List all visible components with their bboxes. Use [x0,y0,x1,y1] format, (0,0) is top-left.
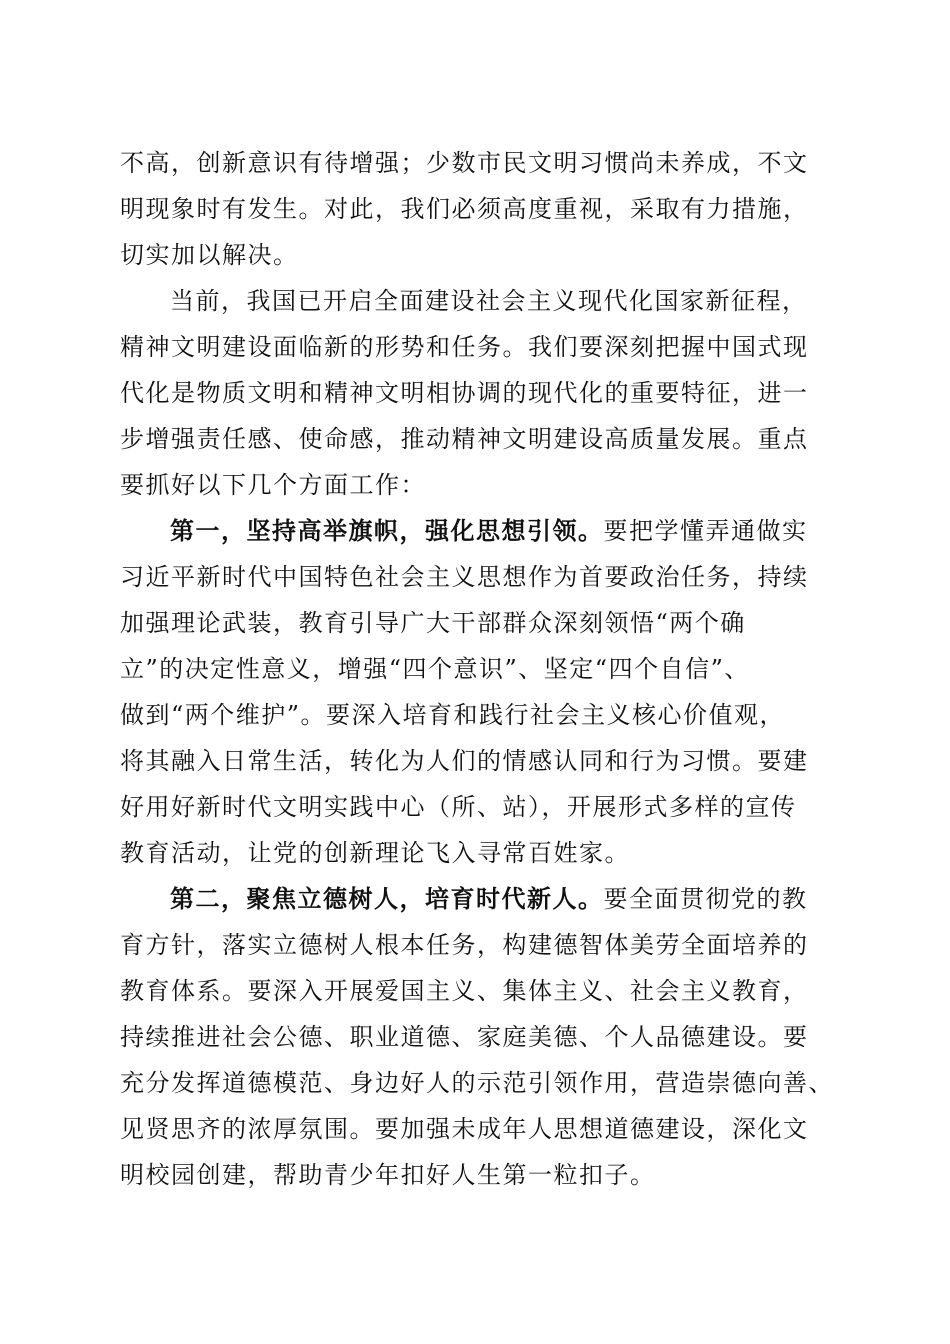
text-line: 不高，创新意识有待增强；少数市民文明习惯尚未养成，不文 [120,149,809,177]
text-line: 将其融入日常生活，转化为人们的情感认同和行为习惯。要建 [120,747,809,775]
section-heading: 第二，聚焦立德树人，培育时代新人。 [170,884,604,913]
text-line: 习近平新时代中国特色社会主义思想作为首要政治任务，持续 [120,563,809,591]
text-line: 当前，我国已开启全面建设社会主义现代化国家新征程， [170,287,808,315]
text-line: 育方针，落实立德树人根本任务，构建德智体美劳全面培养的 [120,931,809,959]
text-span: 要全面贯彻党的教 [603,885,808,913]
text-span: 要把学懂弄通做实 [603,517,808,545]
text-line: 做到“两个维护”。要深入培育和践行社会主义核心价值观， [120,701,786,729]
text-line: 步增强责任感、使命感，推动精神文明建设高质量发展。重点 [120,425,809,453]
text-line: 教育体系。要深入开展爱国主义、集体主义、社会主义教育， [120,977,809,1005]
text-line [120,876,840,922]
text-line: 精神文明建设面临新的形势和任务。我们要深刻把握中国式现 [120,333,809,361]
text-line: 见贤思齐的浓厚氛围。要加强未成年人思想道德建设，深化文 [120,1115,809,1143]
text-line: 要抓好以下几个方面工作： [120,471,426,499]
text-line: 充分发挥道德模范、身边好人的示范引领作用，营造崇德向善、 [120,1069,834,1097]
text-line: 好用好新时代文明实践中心（所、站），开展形式多样的宣传 [120,793,797,821]
text-line: 立”的决定性意义，增强“四个意识”、坚定“四个自信”、 [120,655,750,683]
section-heading: 第一，坚持高举旗帜，强化思想引领。 [170,516,604,545]
text-line: 持续推进社会公德、职业道德、家庭美德、个人品德建设。要 [120,1023,809,1051]
body-text [120,140,840,1198]
text-line: 明校园创建，帮助青少年扣好人生第一粒扣子。 [120,1161,656,1189]
text-line: 教育活动，让党的创新理论飞入寻常百姓家。 [120,839,630,867]
text-line: 加强理论武装，教育引导广大干部群众深刻领悟“两个确 [120,609,746,637]
text-line: 明现象时有发生。对此，我们必须高度重视，采取有力措施， [120,195,809,223]
text-line: 代化是物质文明和精神文明相协调的现代化的重要特征，进一 [120,379,809,407]
text-line [120,508,840,554]
text-line: 切实加以解决。 [120,241,299,269]
